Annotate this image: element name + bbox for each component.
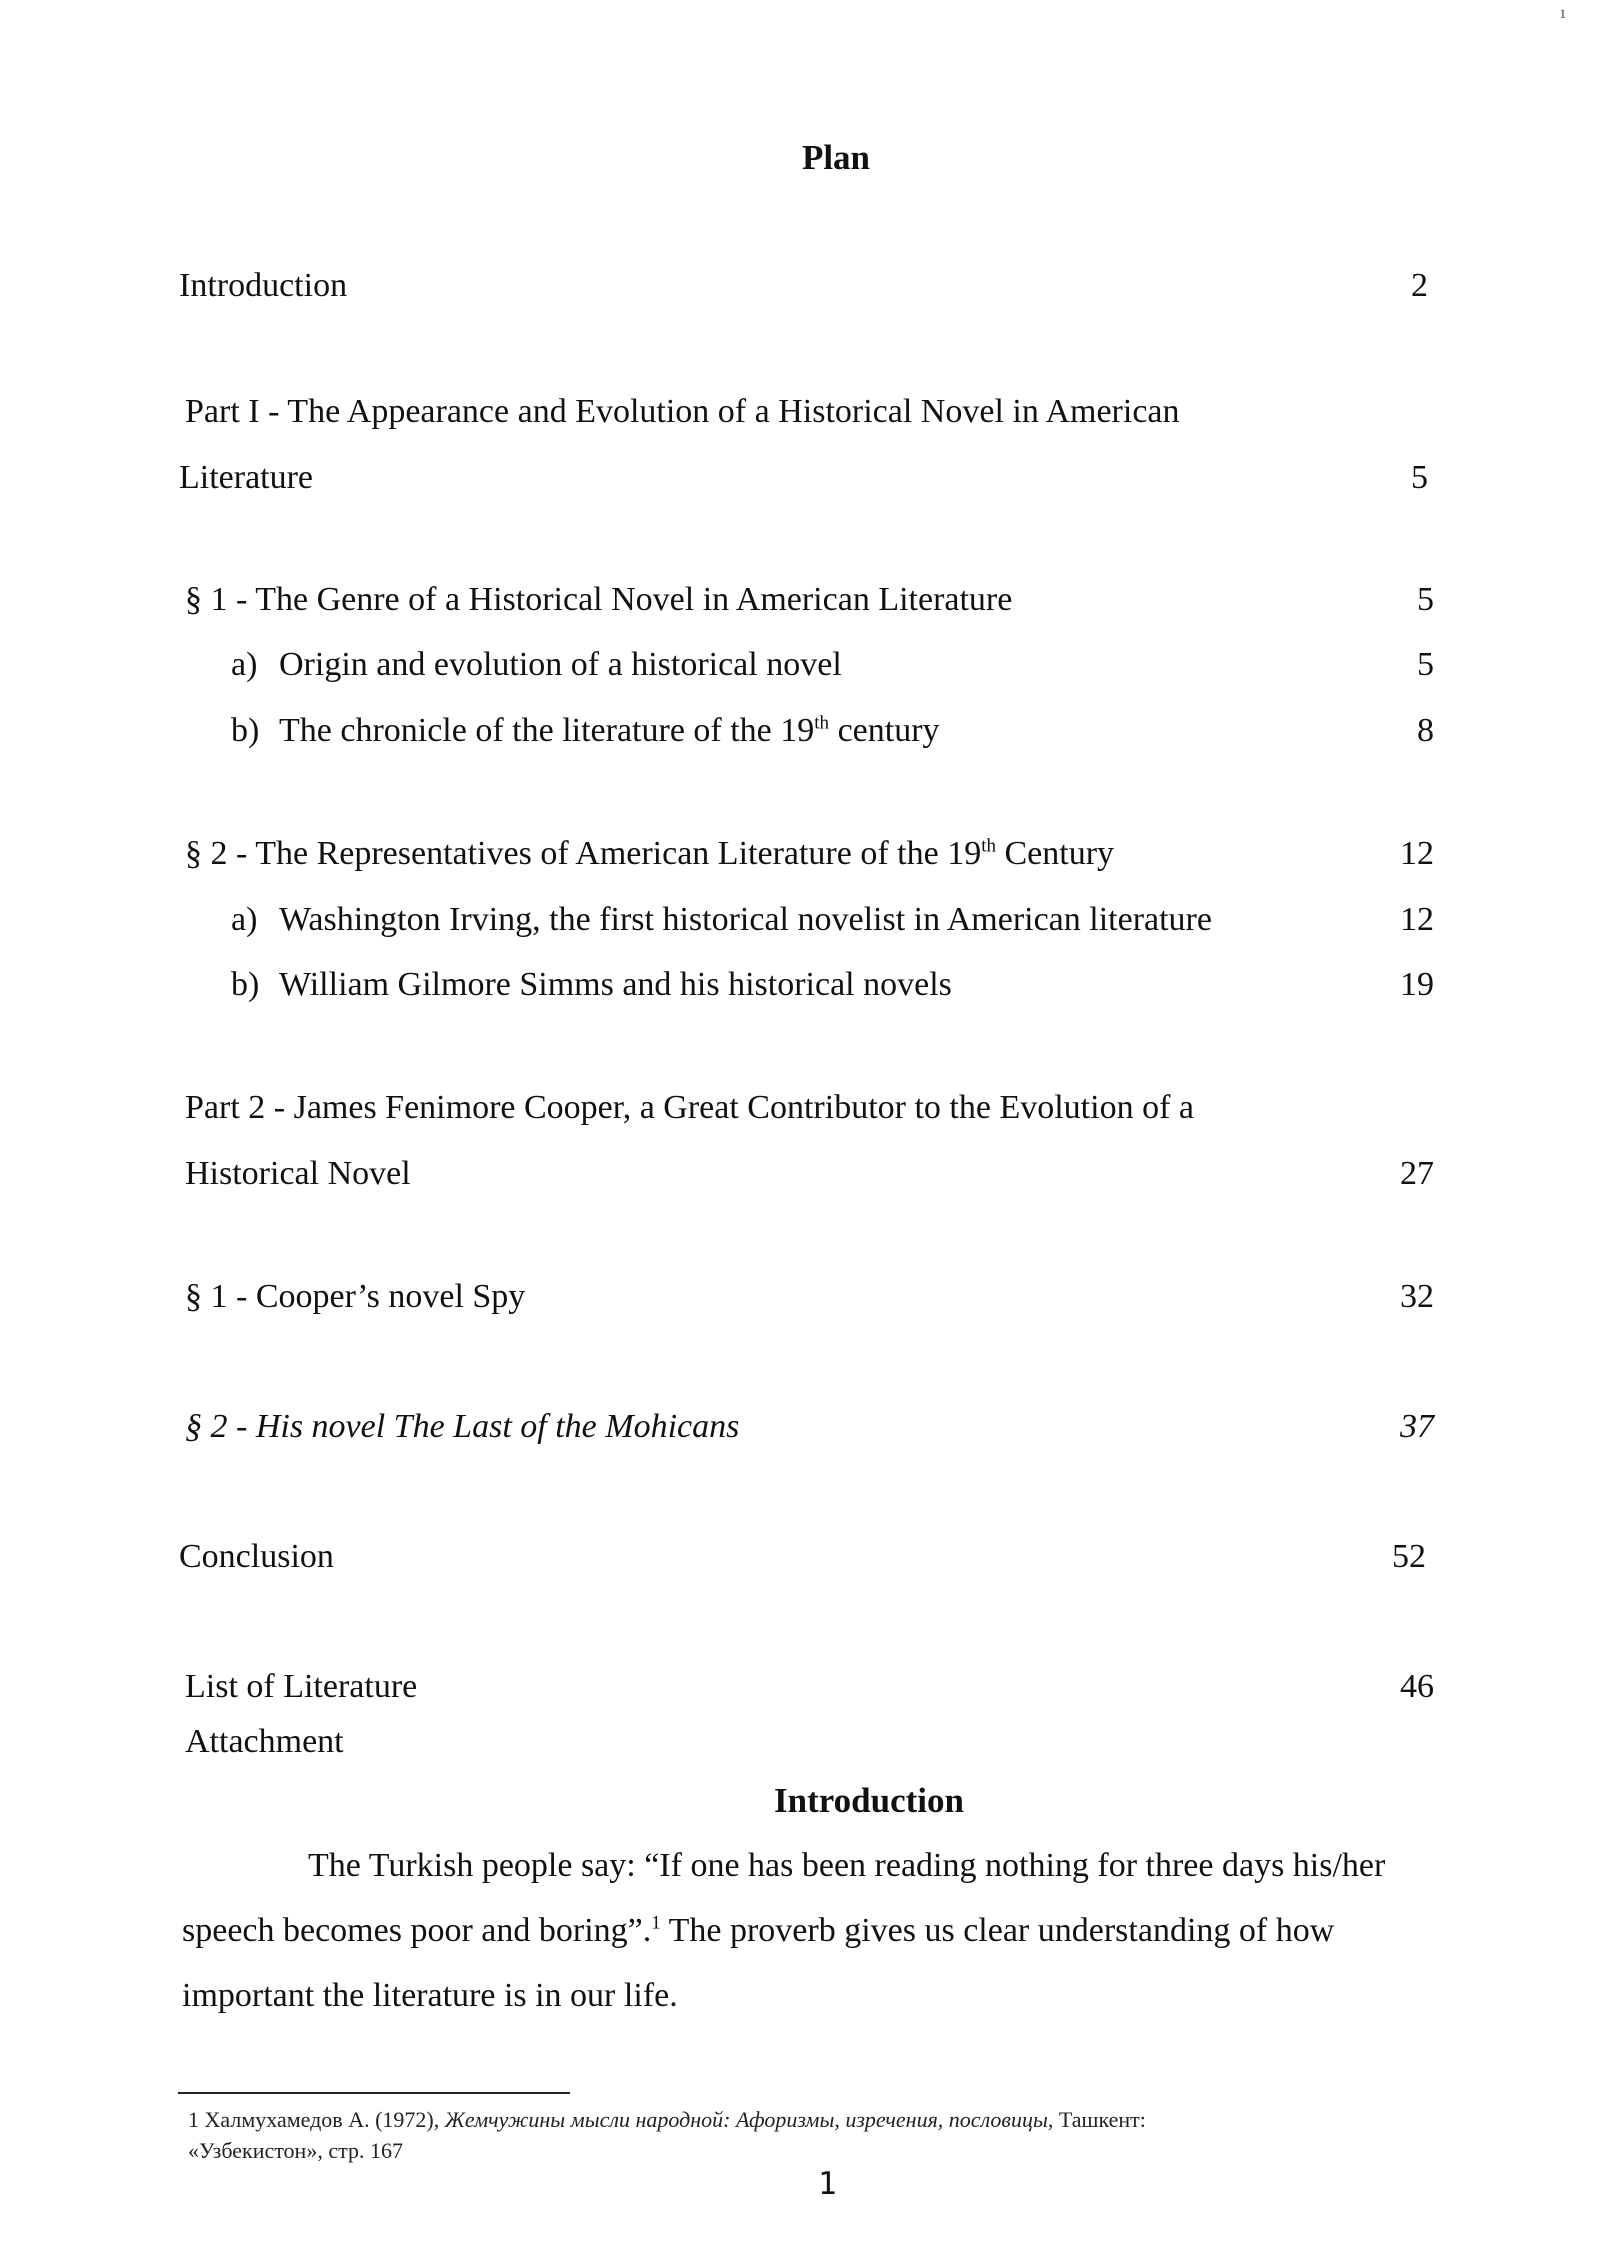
introduction-paragraph-line2: speech becomes poor and boring”.$^1$ The proverb gives us clear understanding of how xyxy=(182,1912,1335,1949)
toc-page-section2-b: 19 xyxy=(1400,966,1434,1003)
toc-page-section1-a: 5 xyxy=(1417,646,1434,683)
footnote-reference[interactable]: 1 xyxy=(651,1912,661,1934)
toc-page-introduction: 2 xyxy=(1411,267,1428,304)
toc-page-part1: 5 xyxy=(1411,459,1428,496)
toc-entry-part2-section1: § 1 - Cooper’s novel Spy xyxy=(185,1278,526,1315)
toc-item-label: b) xyxy=(231,966,260,1003)
toc-entry-part1-line1: Part I - The Appearance and Evolution of a Historical Novel in American xyxy=(185,393,1180,430)
toc-entry-section2-b: William Gilmore Simms and his historical novels xyxy=(279,966,952,1003)
toc-entry-section1: § 1 - The Genre of a Historical Novel in American Literature xyxy=(185,581,1013,618)
introduction-paragraph-line3: important the literature is in our life. xyxy=(182,1977,678,2014)
toc-page-section1-b: 8 xyxy=(1417,712,1434,749)
toc-entry-section2-a: Washington Irving, the first historical novelist in American literature xyxy=(279,901,1212,938)
toc-entry-section1-b: The chronicle of the literature of the 19th century xyxy=(279,712,940,749)
corner-page-number: 1 xyxy=(1559,6,1566,21)
toc-item-label: b) xyxy=(231,712,260,749)
footnote-separator xyxy=(178,2092,570,2094)
toc-entry-section2: § 2 - The Representatives of American Literature of the 19th Century xyxy=(185,835,1115,872)
toc-entry-list-of-literature: List of Literature xyxy=(185,1668,418,1705)
footer-page-number: 1 xyxy=(818,2166,837,2202)
toc-entry-section1-a: Origin and evolution of a historical novel xyxy=(279,646,842,683)
toc-page-part2: 27 xyxy=(1400,1155,1434,1192)
toc-page-part2-section1: 32 xyxy=(1400,1278,1434,1315)
toc-entry-part2-line1: Part 2 - James Fenimore Cooper, a Great Contributor to the Evolution of a xyxy=(185,1089,1194,1126)
toc-page-section2-a: 12 xyxy=(1400,901,1434,938)
toc-page-section1: 5 xyxy=(1417,581,1434,618)
plan-title: Plan xyxy=(801,138,871,177)
toc-entry-introduction: Introduction xyxy=(179,267,348,304)
toc-entry-part2-line2: Historical Novel xyxy=(185,1155,411,1192)
footnote-line2: «Узбекистон», стр. 167 xyxy=(188,2138,403,2163)
toc-entry-part1-line2: Literature xyxy=(179,459,314,496)
toc-page-part2-section2: 37 xyxy=(1400,1408,1434,1445)
toc-page-conclusion: 52 xyxy=(1392,1538,1426,1575)
toc-entry-attachment: Attachment xyxy=(185,1723,344,1760)
toc-entry-conclusion: Conclusion xyxy=(179,1538,334,1575)
toc-page-list-of-literature: 46 xyxy=(1400,1668,1434,1705)
toc-item-label: a) xyxy=(231,646,258,683)
footnote-line1: 1 Халмухамедов А. (1972), Жемчужины мысли народной: Афоризмы, изречения, пословицы, Ташкент: xyxy=(188,2107,1146,2132)
introduction-heading: Introduction xyxy=(774,1781,964,1820)
introduction-paragraph-line1: The Turkish people say: “If one has been reading nothing for three days his/her xyxy=(308,1847,1386,1884)
toc-page-section2: 12 xyxy=(1400,835,1434,872)
toc-item-label: a) xyxy=(231,901,258,938)
toc-entry-part2-section2: § 2 - His novel The Last of the Mohicans xyxy=(185,1408,740,1445)
